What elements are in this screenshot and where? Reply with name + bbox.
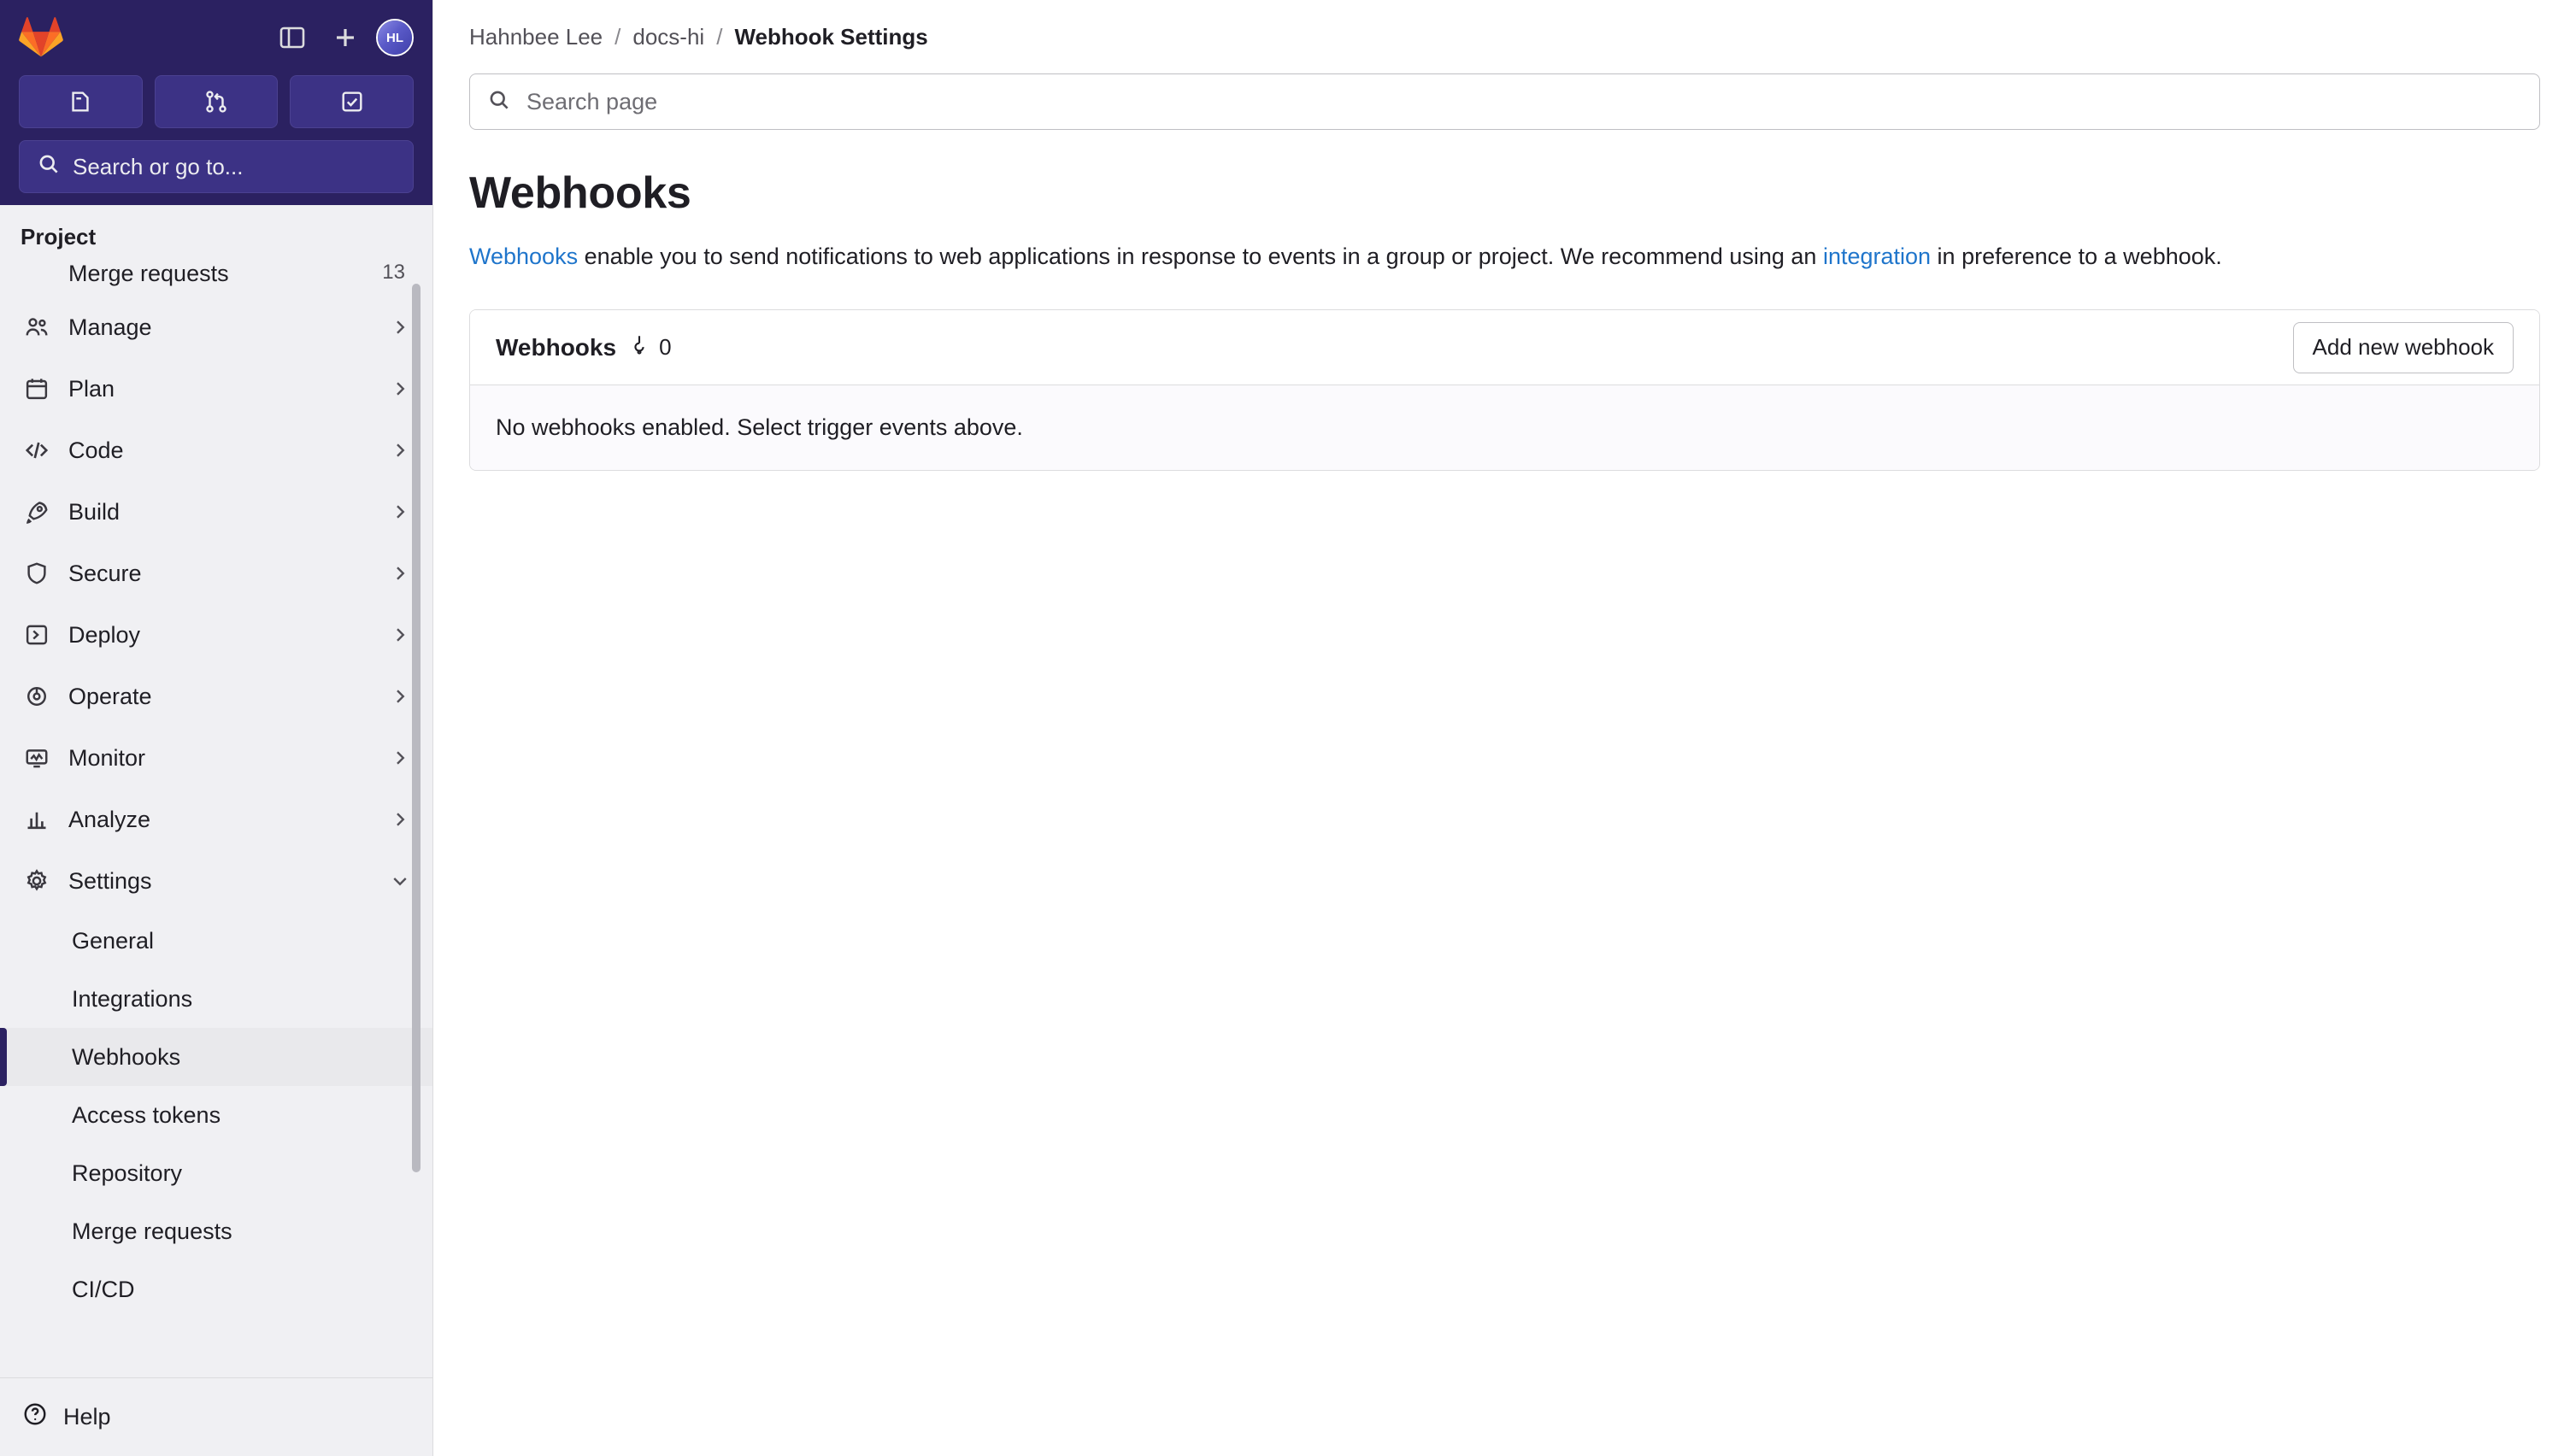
context-buttons <box>19 75 414 128</box>
chart-icon <box>22 805 51 834</box>
sidebar-item-integrations[interactable] <box>0 970 432 1028</box>
help-label: Help <box>63 1404 111 1430</box>
todos-button[interactable] <box>290 75 414 128</box>
deploy-icon <box>22 620 51 649</box>
sidebar-subitem-label: Webhooks <box>72 1043 181 1070</box>
sidebar-item-label: Build <box>68 498 121 525</box>
sidebar-nav-list <box>0 261 432 1318</box>
page-title: Webhooks <box>469 168 691 218</box>
merge-requests-button[interactable] <box>155 75 279 128</box>
chevron-right-icon <box>390 809 410 830</box>
sidebar-item-label: Settings <box>68 867 152 894</box>
sidebar-item-build[interactable] <box>0 481 432 543</box>
sidebar-item-label: Secure <box>68 560 142 586</box>
issues-button[interactable] <box>19 75 143 128</box>
webhook-count <box>628 333 671 361</box>
sidebar-item-label: Monitor <box>68 744 146 771</box>
sidebar-item-merge-requests[interactable] <box>0 1202 432 1260</box>
gitlab-logo-icon[interactable] <box>19 15 63 60</box>
search-input[interactable] <box>525 88 2522 116</box>
breadcrumb-separator: / <box>716 23 723 50</box>
sidebar-help[interactable] <box>0 1377 432 1456</box>
search-icon <box>37 152 61 182</box>
breadcrumb <box>433 0 2576 73</box>
sidebar-item-analyze[interactable] <box>0 789 432 850</box>
breadcrumb-separator: / <box>615 23 621 50</box>
sidebar-item-monitor[interactable] <box>0 727 432 789</box>
chevron-right-icon <box>390 748 410 768</box>
sidebar-item-label: Operate <box>68 683 152 709</box>
sidebar-item-label: Manage <box>68 314 152 340</box>
sidebar-item-label: Merge requests <box>68 261 229 286</box>
chevron-down-icon <box>390 871 410 891</box>
monitor-icon <box>22 743 51 772</box>
hook-icon <box>628 333 650 361</box>
search-icon <box>487 88 511 116</box>
page-description <box>469 241 2540 272</box>
sidebar-item-merge-requests-top[interactable] <box>0 261 432 296</box>
chevron-right-icon <box>390 686 410 707</box>
sidebar-item-operate[interactable] <box>0 666 432 727</box>
webhooks-empty-state: No webhooks enabled. Select trigger events above. <box>470 385 2539 470</box>
search-or-go-to-button[interactable] <box>19 140 414 193</box>
sidebar-header <box>0 0 432 75</box>
toggle-sidebar-icon[interactable] <box>270 15 315 60</box>
calendar-icon <box>22 374 51 403</box>
chevron-right-icon <box>390 317 410 338</box>
chevron-right-icon <box>390 625 410 645</box>
gear-icon <box>22 866 51 895</box>
description-text-1: enable you to send notifications to web applications in response to events in a group or project. We recommend using an <box>578 244 1823 269</box>
chevron-right-icon <box>390 440 410 461</box>
search-page-field[interactable] <box>469 73 2540 130</box>
sidebar-item-label: Code <box>68 437 124 463</box>
merge-requests-count-badge: 13 <box>382 261 405 284</box>
sidebar-item-secure[interactable] <box>0 543 432 604</box>
sidebar-item-webhooks[interactable] <box>0 1028 432 1086</box>
chevron-right-icon <box>390 379 410 399</box>
sidebar <box>0 0 433 1456</box>
breadcrumb-item-project[interactable]: docs-hi <box>632 23 705 50</box>
main-content <box>433 0 2576 1456</box>
code-icon <box>22 436 51 465</box>
webhooks-card-header <box>470 310 2539 385</box>
sidebar-item-label: Plan <box>68 375 115 402</box>
help-icon <box>22 1401 48 1433</box>
avatar-initials: HL <box>378 19 412 56</box>
sidebar-context <box>0 75 432 205</box>
users-icon <box>22 313 51 342</box>
shield-icon <box>22 559 51 588</box>
sidebar-section-label: Project <box>21 224 97 250</box>
sidebar-item-label: Analyze <box>68 806 151 832</box>
sidebar-item-access-tokens[interactable] <box>0 1086 432 1144</box>
sidebar-item-general[interactable] <box>0 912 432 970</box>
search-button-label: Search or go to... <box>73 153 244 179</box>
sidebar-item-code[interactable] <box>0 420 432 481</box>
webhook-count-value: 0 <box>659 334 672 361</box>
rocket-icon <box>22 497 51 526</box>
new-item-icon[interactable] <box>323 15 368 60</box>
sidebar-item-cicd[interactable] <box>0 1260 432 1318</box>
sidebar-item-manage[interactable] <box>0 296 432 358</box>
sidebar-item-plan[interactable] <box>0 358 432 420</box>
sidebar-nav-scroll[interactable] <box>0 205 432 1377</box>
sidebar-item-deploy[interactable] <box>0 604 432 666</box>
sidebar-subitem-label: Integrations <box>72 985 193 1012</box>
chevron-right-icon <box>390 502 410 522</box>
sidebar-item-label: Deploy <box>68 621 141 648</box>
sidebar-subitem-label: Access tokens <box>72 1101 221 1128</box>
sidebar-scrollbar[interactable] <box>412 284 421 1172</box>
sidebar-subitem-label: CI/CD <box>72 1276 135 1302</box>
sidebar-item-settings[interactable] <box>0 850 432 912</box>
webhooks-doc-link[interactable]: Webhooks <box>469 244 579 269</box>
sidebar-subitem-label: Repository <box>72 1160 183 1186</box>
breadcrumb-item-user[interactable]: Hahnbee Lee <box>469 23 603 50</box>
card-title: Webhooks <box>496 333 617 361</box>
avatar[interactable] <box>376 19 414 56</box>
chevron-right-icon <box>390 563 410 584</box>
page-content <box>433 73 2576 471</box>
add-new-webhook-button[interactable]: Add new webhook <box>2293 322 2514 373</box>
cloud-gear-icon <box>22 682 51 711</box>
description-text-2: in preference to a webhook. <box>1931 244 2222 269</box>
breadcrumb-item-current: Webhook Settings <box>734 23 928 50</box>
integration-doc-link[interactable]: integration <box>1822 244 1932 269</box>
sidebar-subitem-label: Merge requests <box>72 1218 232 1244</box>
webhooks-card <box>469 309 2540 471</box>
sidebar-subitem-label: General <box>72 927 155 954</box>
sidebar-item-repository[interactable] <box>0 1144 432 1202</box>
